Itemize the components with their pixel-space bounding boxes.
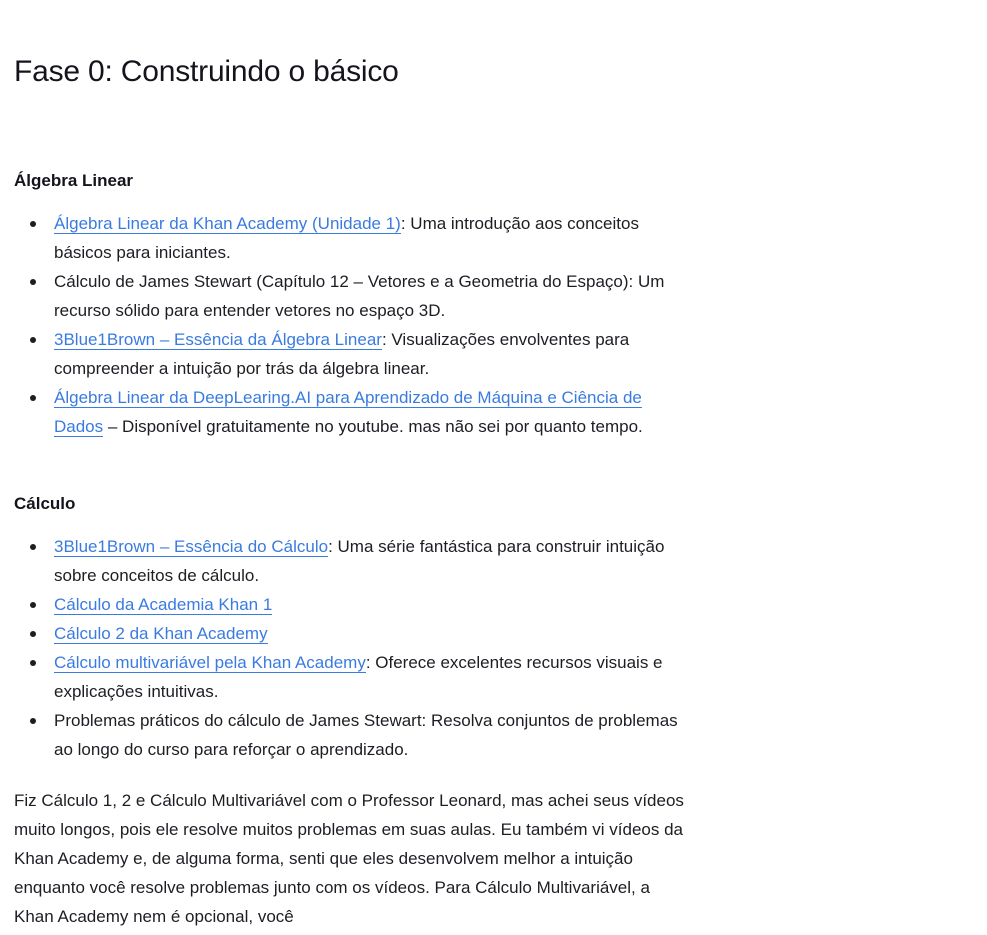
list-item (14, 209, 694, 267)
list-item-text: – Disponível gratuitamente no youtube. mas não sei por quanto tempo. (103, 417, 643, 436)
calculo-section (14, 492, 694, 764)
list-item-text: : Uma série fantástica para construir intuição sobre conceitos de cálculo. (54, 537, 665, 585)
list-item (14, 532, 694, 590)
3b1b-calculus-link[interactable]: 3Blue1Brown – Essência do Cálculo (54, 537, 329, 556)
body-paragraph: Fiz Cálculo 1, 2 e Cálculo Multivariável com o Professor Leonard, mas achei seus vídeos muito longos, pois ele resolve muitos problemas em suas aulas. Eu também vi vídeos da Khan Academy e, de alguma forma, senti que eles desenvolvem melhor a intuição enquanto você resolve problemas junto com os vídeos. Para Cálculo Multivariável, a Khan Academy nem é opcional, você (14, 791, 684, 926)
algebra-section (14, 169, 694, 441)
list-item (14, 706, 694, 764)
khan-calculus-1-link[interactable]: Cálculo da Academia Khan 1 (54, 595, 273, 614)
list-item (14, 590, 694, 619)
closing-section (14, 786, 694, 931)
list-item (14, 383, 694, 441)
list-item (14, 619, 694, 648)
page-title: Fase 0: Construindo o básico (14, 55, 399, 88)
list-item-text: : Oferece excelentes recursos visuais e explicações intuitivas. (54, 653, 663, 701)
calculo-resource-list (14, 532, 694, 764)
list-item (14, 648, 694, 706)
list-item (14, 267, 694, 325)
algebra-resource-list (14, 209, 694, 441)
khan-multivariable-calculus-link[interactable]: Cálculo multivariável pela Khan Academy (54, 653, 366, 672)
algebra-heading: Álgebra Linear (14, 171, 134, 190)
khan-linear-algebra-link[interactable]: Álgebra Linear da Khan Academy (Unidade 1) (54, 214, 401, 233)
calculo-heading: Cálculo (14, 494, 76, 513)
list-item (14, 325, 694, 383)
khan-calculus-2-link[interactable]: Cálculo 2 da Khan Academy (54, 624, 268, 643)
list-item-text: : Uma introdução aos conceitos básicos para iniciantes. (54, 214, 639, 262)
deeplearning-ai-linear-algebra-link[interactable]: Álgebra Linear da DeepLearing.AI para Aprendizado de Máquina e Ciência de Dados (54, 388, 642, 436)
list-item-text: : Visualizações envolventes para compreender a intuição por trás da álgebra linear. (54, 330, 630, 378)
list-item-text: Cálculo de James Stewart (Capítulo 12 – Vetores e a Geometria do Espaço): Um recurso sólido para entender vetores no espaço 3D. (54, 272, 665, 320)
list-item-text: Problemas práticos do cálculo de James Stewart: Resolva conjuntos de problemas ao longo do curso para reforçar o aprendizado. (54, 711, 678, 759)
3b1b-linear-algebra-link[interactable]: 3Blue1Brown – Essência da Álgebra Linear (54, 330, 382, 349)
